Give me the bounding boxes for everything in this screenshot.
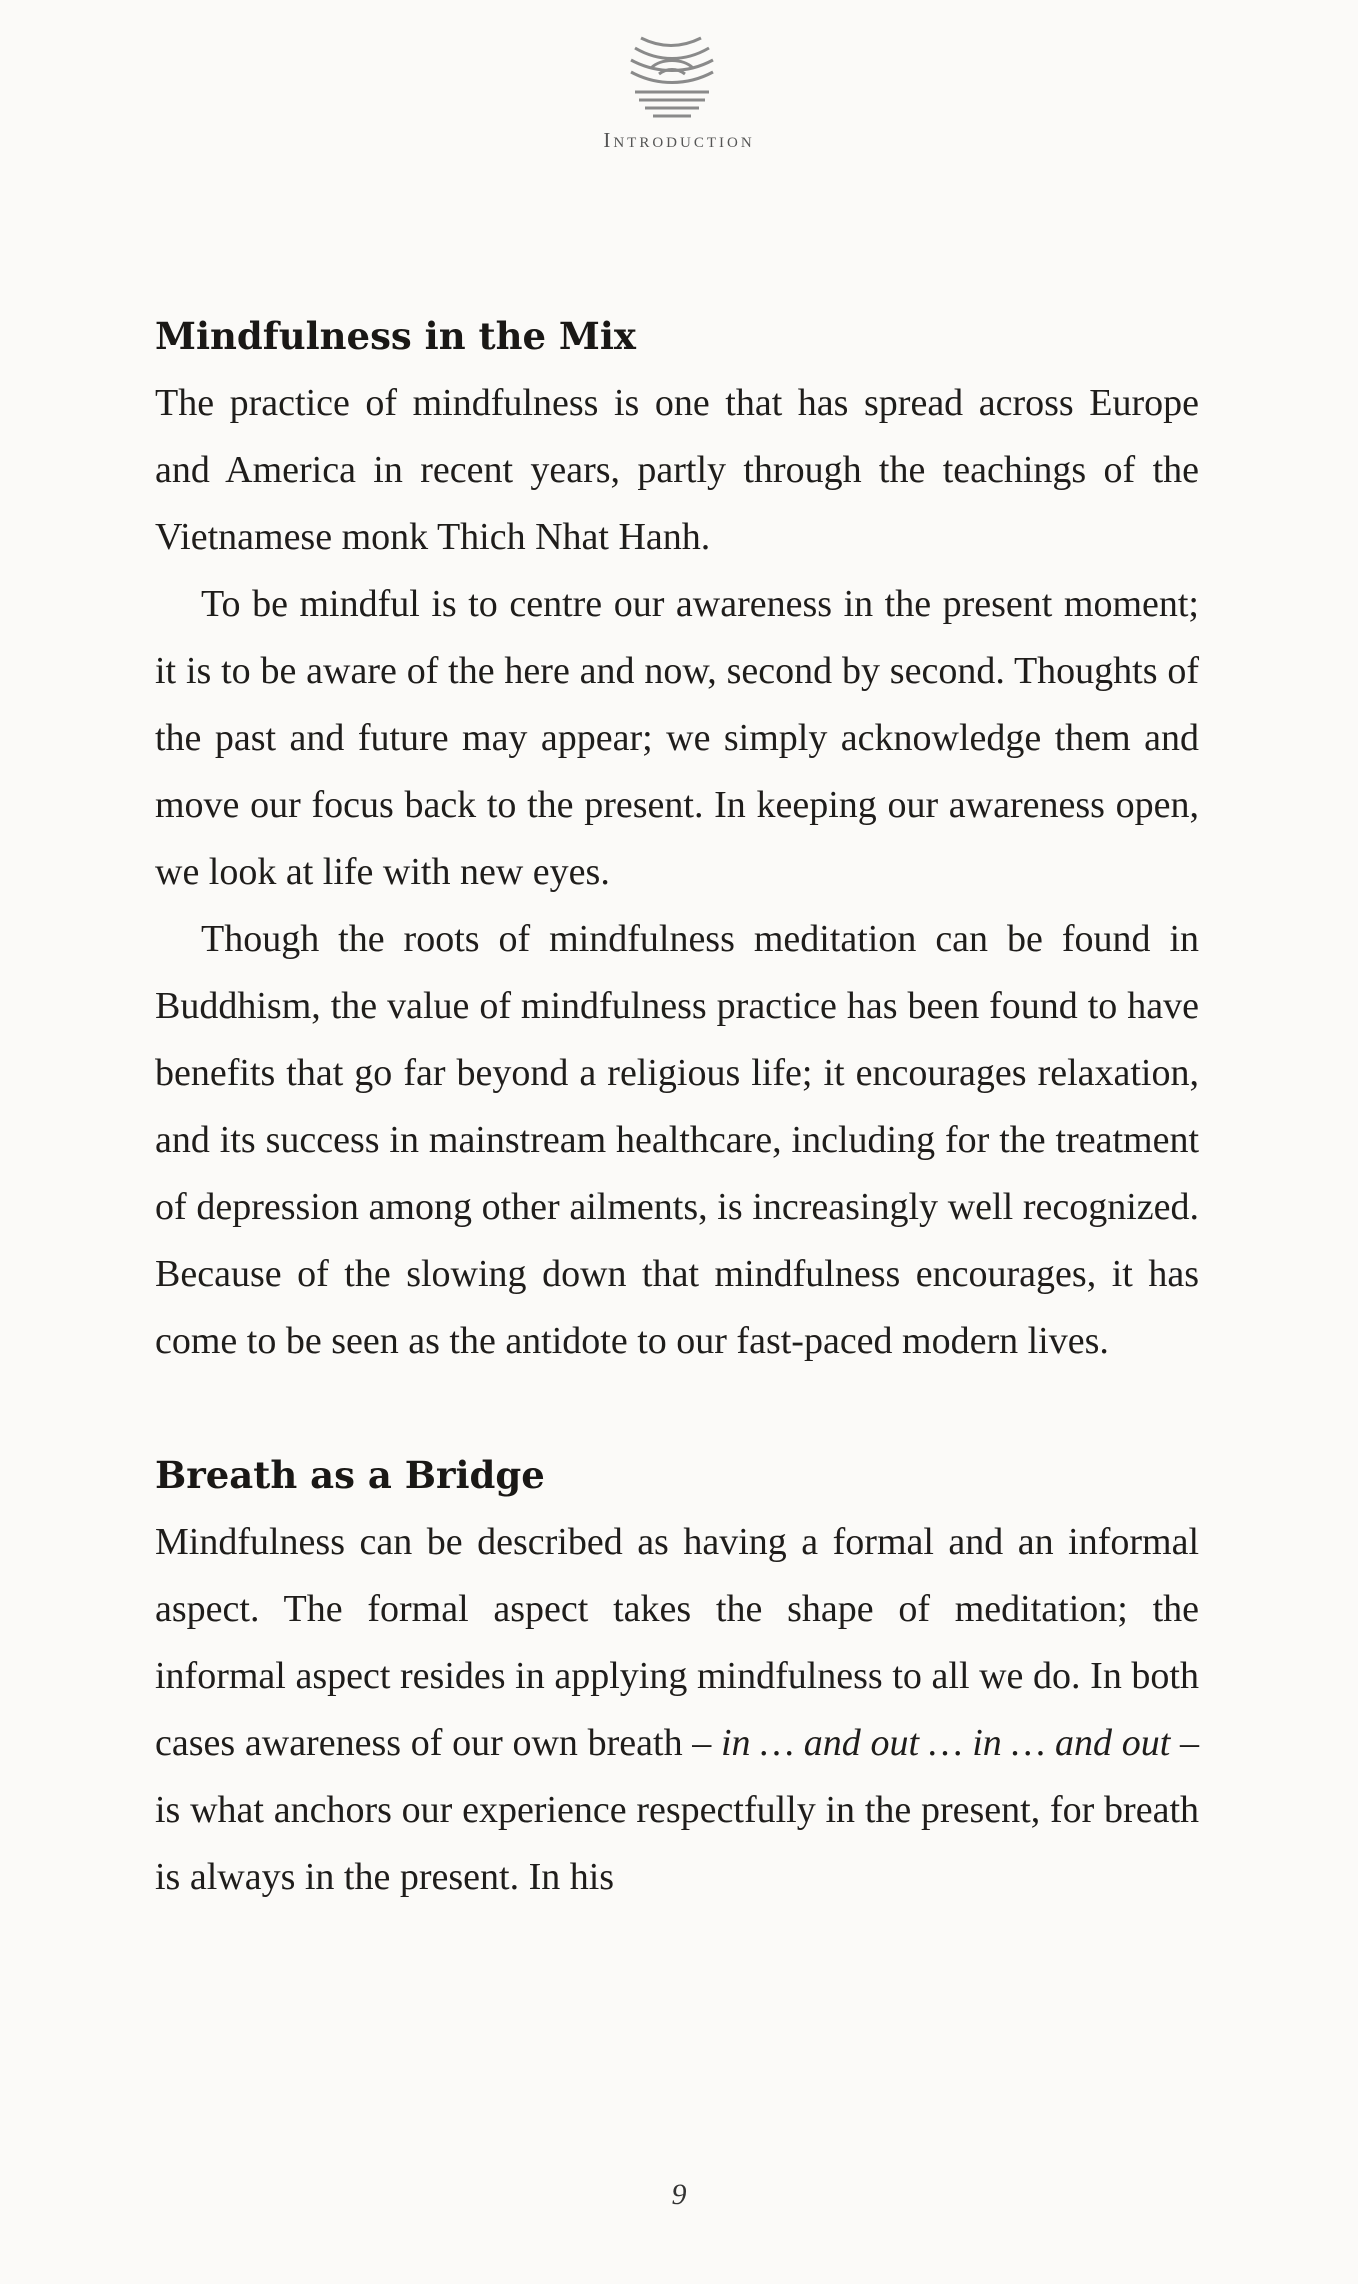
body-paragraph: Though the roots of mindfulness meditation can be found in Buddhism, the value of mindfulness practice has been found to have benefits that go far beyond a religious life; it encourages relaxation, and its success in mainstream healthcare, including for the treatment of depression among other ailments, is increasingly well recognized. Because of the slowing down that mindfulness encourages, it has come to be seen as the antidote to our fast-paced modern lives. xyxy=(155,918,1199,1362)
body-paragraph: The practice of mindfulness is one that has spread across Europe and America in recent years, partly through the teachings of the Vietnamese monk Thich Nhat Hanh. xyxy=(155,382,1199,558)
paragraph-text: Mindfulness can be described as having a formal and an informal aspect. The formal aspect takes the shape of meditation; the informal aspect resides in applying mindfulness to all we do. In both cases awareness of our own breath – xyxy=(155,1521,1199,1764)
italic-breath-phrase: in … and out … in … and out xyxy=(720,1722,1171,1764)
fingerprint-wave-emblem-icon xyxy=(621,28,723,124)
section-heading-mindfulness-in-the-mix: Mindfulness in the Mix xyxy=(155,314,636,358)
body-paragraph: To be mindful is to centre our awareness in the present moment; it is to be aware of the here and now, second by second. Thoughts of the past and future may appear; we simply acknowledge them and move our focus back to the present. In keeping our awareness open, we look at life with new eyes. xyxy=(155,583,1199,893)
page-number: 9 xyxy=(671,2178,687,2211)
section-heading-breath-as-a-bridge: Breath as a Bridge xyxy=(155,1453,545,1497)
page-body xyxy=(155,303,1199,1911)
section-spacer xyxy=(155,1375,1199,1442)
running-head: Introduction xyxy=(603,128,755,152)
paragraph-text: – is what anchors our experience respectfully in the present, for breath is always in the present. In his xyxy=(155,1722,1199,1898)
body-paragraph xyxy=(155,1509,1199,1911)
